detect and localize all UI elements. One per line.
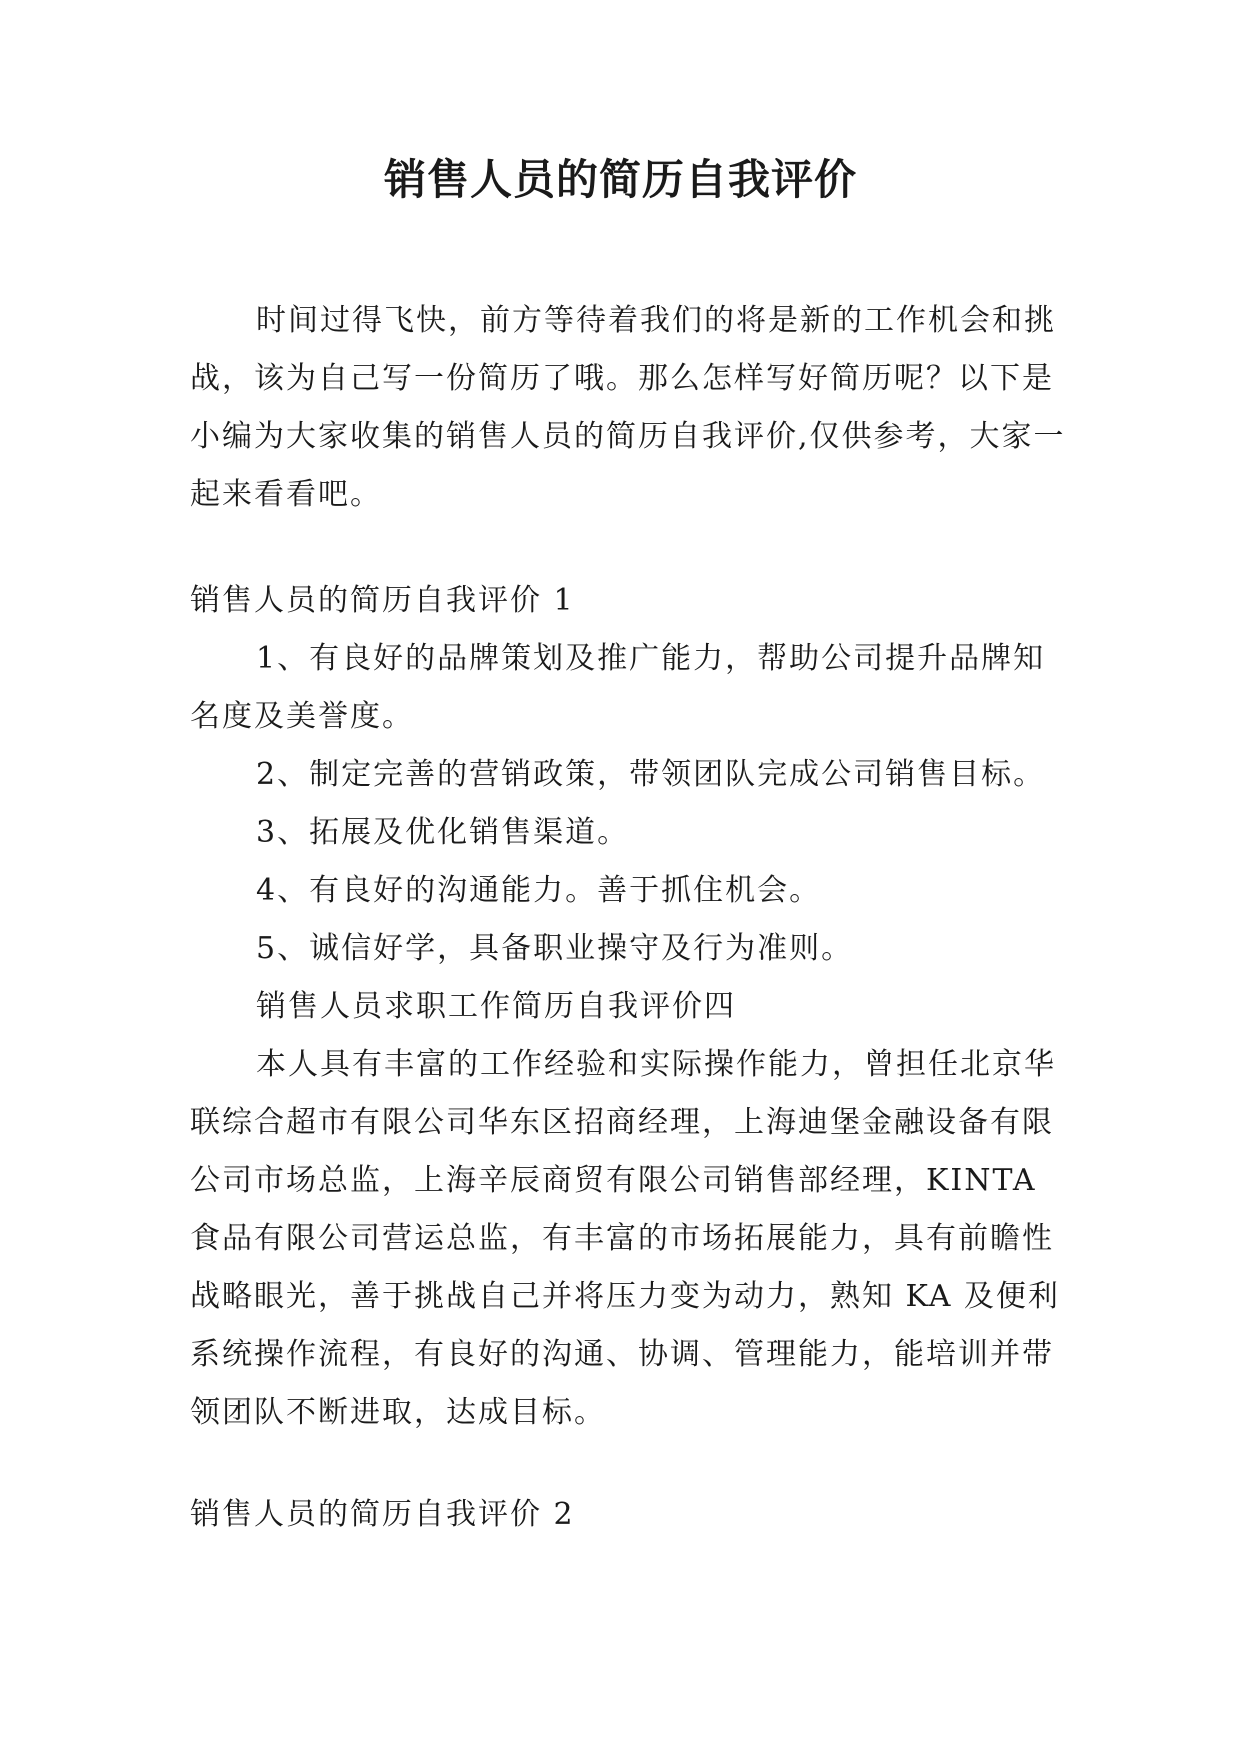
- list-item-2: 2、制定完善的营销政策，带领团队完成公司销售目标。: [256, 757, 1046, 792]
- intro-paragraph: 时间过得飞快，前方等待着我们的将是新的工作机会和挑战，该为自己写一份简历了哦。那么怎样写好简历呢？以下是小编为大家收集的销售人员的简历自我评价,仅供参考，大家一起来看看吧。: [190, 303, 1066, 512]
- section-1-heading: 销售人员的简历自我评价 1: [190, 583, 575, 618]
- section-2-heading: 销售人员的简历自我评价 2: [190, 1497, 575, 1532]
- subheading: 销售人员求职工作简历自我评价四: [256, 989, 736, 1024]
- document-title: 销售人员的简历自我评价: [383, 155, 857, 204]
- list-item-4: 4、有良好的沟通能力。善于抓住机会。: [256, 873, 822, 908]
- body-paragraph: 本人具有丰富的工作经验和实际操作能力，曾担任北京华联综合超市有限公司华东区招商经理，上海迪堡金融设备有限公司市场总监，上海辛辰商贸有限公司销售部经理，KINTA 食品有限公司营运总监，有丰富的市场拓展能力，具有前瞻性战略眼光，善于挑战自己并将压力变为动力，熟知 KA 及便利系统操作流程，有良好的沟通、协调、管理能力，能培训并带领团队不断进取，达成目标。: [190, 1047, 1060, 1430]
- list-item-5: 5、诚信好学，具备职业操守及行为准则。: [256, 931, 854, 966]
- list-item-3: 3、拓展及优化销售渠道。: [256, 815, 630, 850]
- list-item-1: 1、有良好的品牌策划及推广能力，帮助公司提升品牌知名度及美誉度。: [190, 641, 1046, 734]
